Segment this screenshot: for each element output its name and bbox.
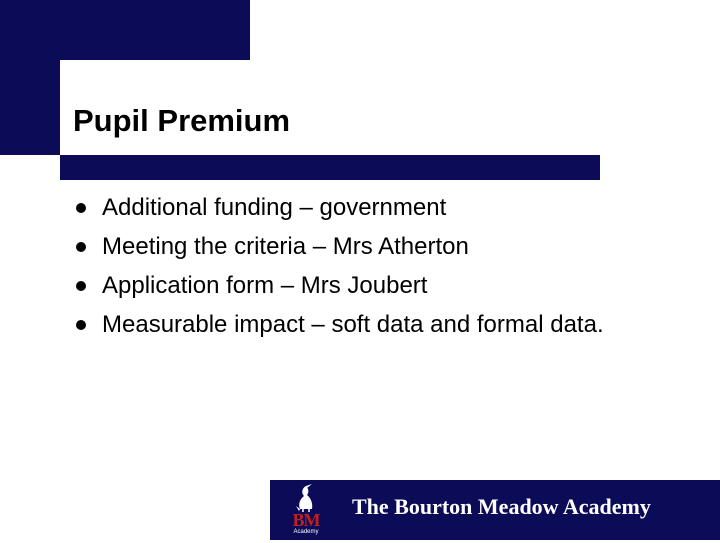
bullet-text: Additional funding – government bbox=[102, 194, 447, 221]
school-logo bbox=[276, 482, 336, 538]
bullet-item bbox=[72, 273, 652, 299]
logo-subtext: Academy bbox=[293, 529, 319, 535]
bullet-dot-icon bbox=[76, 320, 86, 330]
bullet-item bbox=[72, 234, 652, 260]
bullet-dot-icon bbox=[76, 281, 86, 291]
bullet-text: Application form – Mrs Joubert bbox=[102, 272, 428, 299]
bullet-item bbox=[72, 195, 652, 221]
bullet-text: Meeting the criteria – Mrs Atherton bbox=[102, 233, 469, 260]
school-name: The Bourton Meadow Academy bbox=[352, 494, 651, 519]
slide-title: Pupil Premium bbox=[73, 103, 291, 138]
bullet-text: Measurable impact – soft data and formal data. bbox=[102, 311, 604, 338]
accent-corner bbox=[60, 60, 80, 80]
logo-letters: BM bbox=[292, 510, 320, 530]
left-accent-bar bbox=[0, 0, 60, 155]
bullet-list bbox=[72, 195, 652, 351]
title-underline-bar bbox=[60, 155, 600, 180]
bullet-dot-icon bbox=[76, 242, 86, 252]
bullet-item bbox=[72, 312, 652, 338]
bullet-dot-icon bbox=[76, 203, 86, 213]
